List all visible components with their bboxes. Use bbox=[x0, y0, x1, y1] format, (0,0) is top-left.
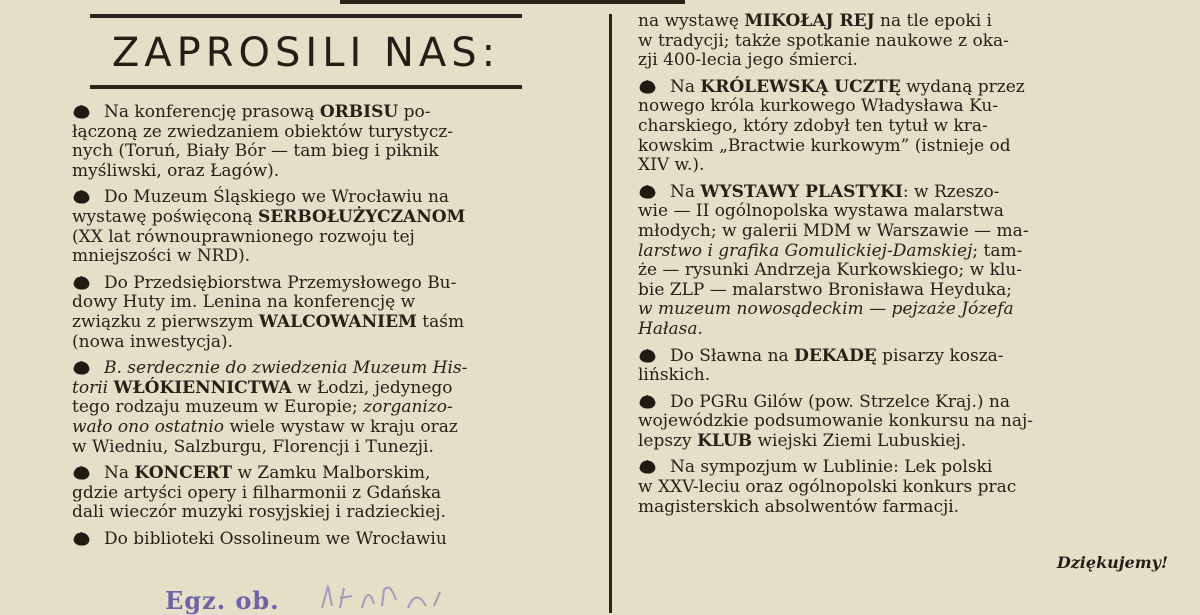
bullet-icon bbox=[72, 360, 90, 375]
text-run: ; tam- bbox=[972, 240, 1023, 261]
text-run: wiele wystaw w kraju oraz bbox=[224, 416, 458, 437]
column-divider bbox=[609, 14, 612, 613]
text-line: kowskim „Bractwie kurkowym” (istnieje od bbox=[638, 135, 1011, 156]
text-line bbox=[72, 379, 594, 399]
text-line: że — rysunki Andrzeja Kurkowskiego; w klu- bbox=[638, 260, 1023, 281]
top-rule-right bbox=[340, 0, 685, 4]
text-line: myśliwski, oraz Łagów). bbox=[72, 160, 280, 181]
page-title: ZAPROSILI NAS: bbox=[111, 30, 501, 76]
text-line: nych (Toruń, Biały Bór — tam bieg i piknik bbox=[72, 141, 439, 162]
text-line: w tradycji; także spotkanie naukowe z oka- bbox=[638, 30, 1009, 51]
text-run: na tle epoki i bbox=[874, 11, 992, 31]
bullet-icon bbox=[72, 275, 90, 290]
top-rule-left bbox=[90, 14, 522, 18]
text-run: Na bbox=[104, 463, 135, 484]
text-line bbox=[638, 393, 1178, 413]
bold-keyword: WYSTAWY PLASTYKI bbox=[700, 181, 903, 202]
invitation-item bbox=[638, 12, 1178, 71]
bold-keyword: KLUB bbox=[697, 430, 753, 451]
right-column bbox=[638, 12, 1178, 524]
invitation-item bbox=[72, 359, 594, 457]
text-run: lepszy bbox=[638, 430, 698, 451]
text-line: młodych; w galerii MDM w Warszawie — ma- bbox=[638, 220, 1029, 241]
invitation-item bbox=[72, 530, 594, 550]
text-line bbox=[638, 300, 1178, 320]
text-line: wie — II ogólnopolska wystawa malarstwa bbox=[638, 201, 1004, 222]
text-line: nowego króla kurkowego Władysława Ku- bbox=[638, 96, 999, 117]
bold-keyword: MIKOŁAJ REJ bbox=[744, 11, 875, 31]
text-run: Do biblioteki Ossolineum we Wrocławiu bbox=[104, 528, 447, 549]
text-run: pisarzy kosza- bbox=[876, 345, 1004, 366]
bold-keyword: KRÓLEWSKĄ UCZTĘ bbox=[700, 76, 901, 97]
text-line bbox=[72, 398, 594, 418]
text-run: wydaną przez bbox=[900, 76, 1025, 97]
bullet-icon bbox=[72, 531, 90, 546]
text-run: Do Muzeum Śląskiego we Wrocławiu na bbox=[104, 187, 450, 208]
text-line bbox=[72, 359, 594, 379]
archive-stamp: Egz. ob. bbox=[165, 586, 280, 615]
text-line: magisterskich absolwentów farmacji. bbox=[638, 496, 960, 517]
invitation-item bbox=[72, 464, 594, 523]
bold-keyword: WŁÓKIENNICTWA bbox=[113, 377, 292, 398]
invitation-item bbox=[72, 274, 594, 352]
text-line: mniejszości w NRD). bbox=[72, 246, 251, 267]
text-line: w Wiedniu, Salzburgu, Florencji i Tunezji. bbox=[72, 436, 434, 457]
text-line bbox=[72, 208, 594, 228]
italic-run: B. serdecznie do zwiedzenia Muzeum His- bbox=[104, 358, 468, 379]
italic-run: w muzeum nowosądeckim — pejzaże Józefa bbox=[638, 299, 1014, 320]
text-run: w Zamku Malborskim, bbox=[232, 463, 431, 484]
text-run: wystawę poświęconą bbox=[72, 206, 258, 227]
heading-underline bbox=[90, 85, 522, 89]
text-line bbox=[638, 12, 1178, 32]
italic-run: Hałasa. bbox=[638, 318, 703, 339]
left-column bbox=[72, 103, 594, 556]
italic-run: zorganizo- bbox=[363, 397, 453, 418]
text-line bbox=[638, 242, 1178, 262]
bullet-icon bbox=[72, 189, 90, 204]
bold-keyword: DEKADĘ bbox=[794, 345, 877, 366]
thanks-signature: Dziękujemy! bbox=[1056, 553, 1168, 572]
invitation-item bbox=[638, 78, 1178, 176]
text-line bbox=[72, 274, 594, 294]
bold-keyword: ORBISU bbox=[319, 102, 399, 122]
text-line bbox=[72, 313, 594, 333]
bullet-icon bbox=[638, 79, 656, 94]
text-line: zji 400-lecia jego śmierci. bbox=[638, 50, 858, 71]
text-run: Na konferencję prasową bbox=[104, 102, 320, 122]
text-line bbox=[72, 418, 594, 438]
text-line: dowy Huty im. Lenina na konferencję w bbox=[72, 292, 416, 313]
italic-run: torii bbox=[72, 377, 114, 398]
text-line: XIV w.). bbox=[638, 155, 705, 176]
text-line bbox=[638, 78, 1178, 98]
text-line: charskiego, który zdobył ten tytuł w kra- bbox=[638, 115, 988, 136]
italic-run: wało ono ostatnio bbox=[72, 416, 225, 437]
bullet-icon bbox=[72, 465, 90, 480]
text-run: Do PGRu Gilów (pow. Strzelce Kraj.) na bbox=[670, 391, 1010, 412]
italic-run: larstwo i grafika Gomulickiej-Damskiej bbox=[638, 240, 973, 261]
text-line bbox=[638, 183, 1178, 203]
bullet-icon bbox=[72, 104, 90, 119]
text-line: dali wieczór muzyki rosyjskiej i radzieckiej. bbox=[72, 502, 446, 523]
text-run: Do Przedsiębiorstwa Przemysłowego Bu- bbox=[104, 272, 457, 293]
text-run: związku z pierwszym bbox=[72, 311, 259, 332]
text-line bbox=[638, 432, 1178, 452]
text-line bbox=[72, 103, 594, 123]
text-line: bie ZLP — malarstwo Bronisława Heyduka; bbox=[638, 279, 1013, 300]
text-run: w Łodzi, jedynego bbox=[291, 377, 453, 398]
invitation-item bbox=[72, 103, 594, 181]
text-line bbox=[638, 458, 1178, 478]
text-line bbox=[638, 347, 1178, 367]
handwritten-scribble bbox=[318, 578, 458, 613]
text-run: taśm bbox=[416, 311, 465, 332]
text-run: Na bbox=[670, 76, 701, 97]
text-line bbox=[72, 464, 594, 484]
text-line: łączoną ze zwiedzaniem obiektów turystycz- bbox=[72, 121, 454, 142]
invitation-item bbox=[638, 393, 1178, 452]
text-run: Do Sławna na bbox=[670, 345, 795, 366]
invitation-item bbox=[638, 347, 1178, 386]
text-line: (nowa inwestycja). bbox=[72, 331, 234, 352]
text-run: tego rodzaju muzeum w Europie; bbox=[72, 397, 364, 418]
bullet-icon bbox=[638, 348, 656, 363]
text-run: po- bbox=[398, 102, 431, 122]
text-run: wiejski Ziemi Lubuskiej. bbox=[752, 430, 967, 451]
text-run: na wystawę bbox=[638, 11, 745, 31]
text-line: gdzie artyści opery i filharmonii z Gdańska bbox=[72, 482, 442, 503]
text-line: wojewódzkie podsumowanie konkursu na naj- bbox=[638, 411, 1034, 432]
text-run: Na bbox=[670, 181, 701, 202]
text-line: w XXV-leciu oraz ogólnopolski konkurs prac bbox=[638, 477, 1017, 498]
invitation-item bbox=[638, 183, 1178, 340]
bold-keyword: SERBOŁUŻYCZANOM bbox=[258, 206, 466, 227]
invitation-item bbox=[72, 188, 594, 266]
bullet-icon bbox=[638, 394, 656, 409]
bold-keyword: KONCERT bbox=[134, 463, 233, 484]
text-line bbox=[72, 188, 594, 208]
text-run: Na sympozjum w Lublinie: Lek polski bbox=[670, 457, 993, 478]
text-line bbox=[638, 320, 1178, 340]
text-line bbox=[72, 530, 594, 550]
bullet-icon bbox=[638, 459, 656, 474]
text-run: : w Rzeszo- bbox=[902, 181, 1000, 202]
bold-keyword: WALCOWANIEM bbox=[258, 311, 417, 332]
text-line: lińskich. bbox=[638, 365, 711, 386]
bullet-icon bbox=[638, 184, 656, 199]
invitation-item bbox=[638, 458, 1178, 517]
text-line: (XX lat równouprawnionego rozwoju tej bbox=[72, 226, 415, 247]
